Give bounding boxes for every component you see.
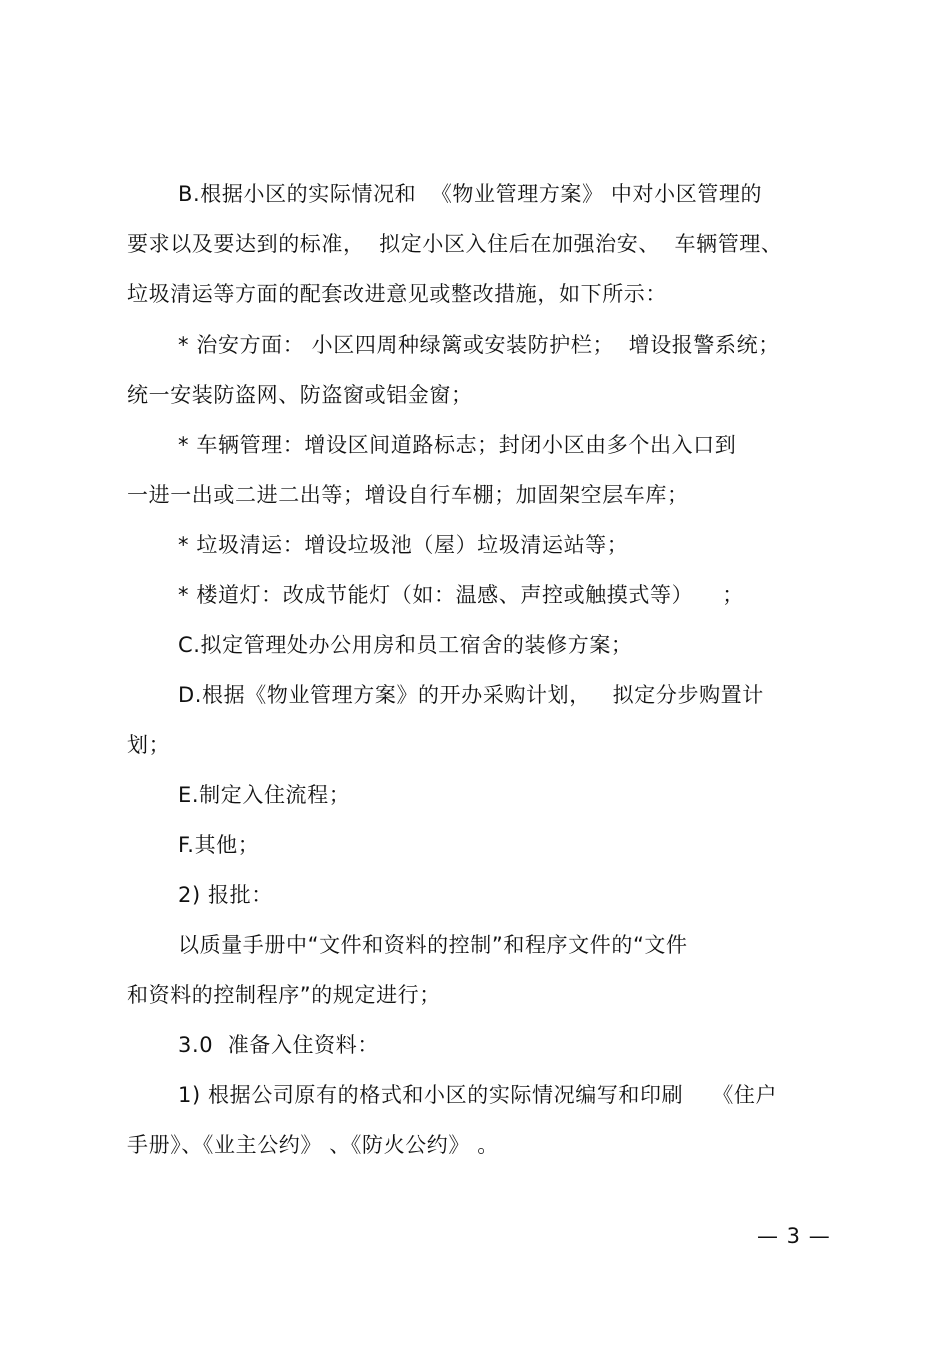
text-line: 垃圾清运等方面的配套改进意见或整改措施，如下所示： — [127, 282, 667, 306]
text-line: 手册》、《业主公约》 、《防火公约》 。 — [127, 1133, 499, 1157]
text-line-quality-manual: 以质量手册中“文件和资料的控制”和程序文件的“文件 — [178, 933, 688, 957]
text-line-e: E.制定入住流程； — [178, 783, 351, 807]
text-line: 划； — [127, 733, 171, 757]
page-number: — 3 — — [757, 1224, 831, 1248]
text-line-approval: 2) 报批： — [178, 883, 273, 907]
text-line-d: D.根据《物业管理方案》的开办采购计划， 拟定分步购置计 — [178, 683, 764, 707]
text-line: 统一安装防盗网、防盗窗或铝金窗； — [127, 383, 473, 407]
text-line-b-start: B.根据小区的实际情况和 《物业管理方案》 中对小区管理的 — [178, 182, 763, 206]
text-line: 和资料的控制程序”的规定进行； — [127, 983, 441, 1007]
text-line-c: C.拟定管理处办公用房和员工宿舍的装修方案； — [178, 633, 633, 657]
text-line-security: * 治安方面： 小区四周种绿篱或安装防护栏； 增设报警系统； — [178, 333, 780, 357]
section-heading-3-0: 3.0 准备入住资料： — [178, 1033, 379, 1057]
text-line: 要求以及要达到的标准， 拟定小区入住后在加强治安、 车辆管理、 — [127, 232, 783, 256]
text-line-vehicle: * 车辆管理：增设区间道路标志；封闭小区由多个出入口到 — [178, 433, 737, 457]
text-line-f: F.其他； — [178, 833, 260, 857]
text-line-garbage: * 垃圾清运：增设垃圾池（屋）垃圾清运站等； — [178, 533, 629, 557]
text-line-stair-light: * 楼道灯：改成节能灯（如：温感、声控或触摸式等） ； — [178, 583, 744, 607]
text-line-item-1: 1) 根据公司原有的格式和小区的实际情况编写和印刷 《住户 — [178, 1083, 778, 1107]
text-line: 一进一出或二进二出等；增设自行车棚；加固架空层车库； — [127, 483, 689, 507]
